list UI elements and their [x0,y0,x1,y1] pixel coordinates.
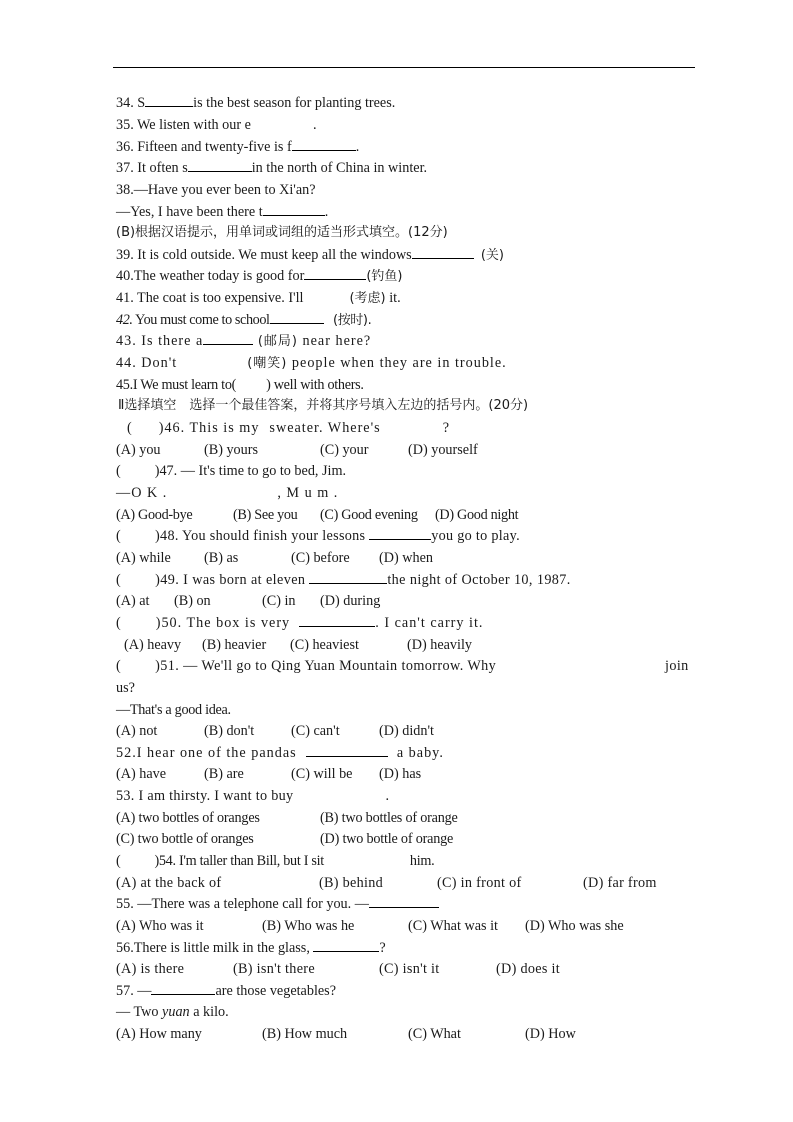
question-40: 40.The weather today is good for (钓鱼) [116,268,403,284]
option-d[interactable]: (D) during [320,593,381,609]
answer-blank[interactable] [299,614,375,627]
question-35: 35. We listen with our e . [116,117,317,133]
option-d[interactable]: (D) does it [496,961,560,977]
option-d[interactable]: (D) heavily [407,637,473,653]
options-50 [124,636,472,654]
option-d[interactable]: (D) two bottle of orange [320,831,454,847]
answer-blank[interactable] [188,159,252,172]
option-a[interactable]: (A) Good-bye [116,507,193,523]
answer-blank[interactable] [412,246,474,259]
option-c[interactable]: (C) your [320,442,369,458]
option-a[interactable]: (A) not [116,723,158,739]
option-b[interactable]: (B) behind [319,875,384,891]
option-d[interactable]: (D) has [379,766,422,782]
options-46 [116,441,478,459]
option-d[interactable]: (D) didn't [379,723,434,739]
question-57: 57. — are those vegetables? [116,983,337,999]
option-d[interactable]: (D) Who was she [525,918,624,934]
option-c[interactable]: (C) in [262,593,296,609]
option-b[interactable]: (B) are [204,766,244,782]
question-51-cont: us? [116,680,135,696]
option-a[interactable]: (A) two bottles of oranges [116,810,260,826]
options-48 [116,549,433,567]
option-c[interactable]: (C) can't [291,723,340,739]
option-a[interactable]: (A) heavy [124,637,182,653]
question-51: ( )51. — We'll go to Qing Yuan Mountain tomorrow. Why [116,658,497,674]
option-c[interactable]: (C) isn't it [379,961,440,977]
option-b[interactable]: (B) on [174,593,211,609]
question-48: ( )48. You should finish your lessons you go to play. [116,528,520,544]
question-41: 41. The coat is too expensive. I'll (考虑) it. [116,290,401,306]
question-46: ( )46. This is my sweater. Where's ? [127,420,450,436]
option-c[interactable]: (C) two bottle of oranges [116,831,254,847]
option-a[interactable]: (A) Who was it [116,918,204,934]
option-c[interactable]: (C) in front of [437,875,522,891]
option-b[interactable]: (B) heavier [202,637,267,653]
question-51-reply: —That's a good idea. [116,702,231,718]
option-a[interactable]: (A) at the back of [116,875,222,891]
question-47: ( )47. — It's time to go to bed, Jim. [116,463,347,479]
option-d[interactable]: (D) How [525,1026,576,1042]
option-b[interactable]: (B) Who was he [262,918,355,934]
option-c[interactable]: (C) before [291,550,350,566]
option-c[interactable]: (C) will be [291,766,353,782]
question-50: ( )50. The box is very . I can't carry it. [116,615,484,631]
option-b[interactable]: (B) as [204,550,239,566]
option-b[interactable]: (B) yours [204,442,258,458]
question-47-reply: —O K . , M u m . [116,485,339,501]
answer-blank[interactable] [304,267,366,280]
option-d[interactable]: (D) far from [583,875,657,891]
answer-blank[interactable] [203,332,253,345]
answer-blank[interactable] [145,94,193,107]
options-53-row1 [116,809,458,827]
option-b[interactable]: (B) See you [233,507,298,523]
options-51 [116,722,434,740]
answer-blank[interactable] [369,527,431,540]
answer-blank[interactable] [306,744,388,757]
question-36: 36. Fifteen and twenty-five is f . [116,139,360,155]
option-c[interactable]: (C) What [408,1026,461,1042]
options-57 [116,1025,576,1043]
option-b[interactable]: (B) isn't there [233,961,315,977]
option-c[interactable]: (C) heaviest [290,637,359,653]
option-b[interactable]: (B) don't [204,723,255,739]
answer-blank[interactable] [270,311,324,324]
options-56 [116,960,560,978]
section-b-heading: (B)根据汉语提示，用单词或词组的适当形式填空。(12分) [116,225,448,240]
question-43: 43. Is there a (邮局) near here? [116,333,372,349]
option-a[interactable]: (A) have [116,766,167,782]
options-55 [116,917,624,935]
answer-blank[interactable] [369,895,439,908]
options-47 [116,506,518,524]
question-44: 44. Don't (嘲笑) people when they are in trouble. [116,355,507,371]
question-56: 56.There is little milk in the glass, ? [116,940,386,956]
question-55: 55. —There was a telephone call for you. — [116,895,439,913]
question-45: 45.I We must learn to( ) well with others. [116,377,364,393]
question-38-reply: —Yes, I have been there t . [116,204,329,220]
option-a[interactable]: (A) How many [116,1026,202,1042]
option-a[interactable]: (A) is there [116,961,185,977]
question-57-reply: — Two yuan a kilo. [116,1004,229,1020]
question-34: 34. S is the best season for planting trees. [116,95,396,111]
answer-blank[interactable] [263,203,325,216]
answer-blank[interactable] [313,939,379,952]
options-53-row2 [116,830,453,848]
question-49: ( )49. I was born at eleven the night of October 10, 1987. [116,572,571,588]
question-42: 42. You must come to school (按时). [116,312,372,328]
options-52 [116,765,421,783]
question-53: 53. I am thirsty. I want to buy . [116,788,390,804]
option-b[interactable]: (B) two bottles of orange [320,810,458,826]
option-d[interactable]: (D) Good night [435,507,519,523]
option-d[interactable]: (D) yourself [408,442,478,458]
answer-blank[interactable] [151,982,215,995]
question-52: 52.I hear one of the pandas a baby. [116,745,444,761]
header-rule [113,67,695,68]
question-51-join: join [665,658,689,674]
options-49 [116,592,380,610]
question-38: 38.—Have you ever been to Xi'an? [116,182,316,198]
options-54 [116,874,657,892]
option-d[interactable]: (D) when [379,550,433,566]
answer-blank[interactable] [309,571,387,584]
question-37: 37. It often s in the north of China in winter. [116,160,428,176]
answer-blank[interactable] [292,138,356,151]
section-ii-heading: Ⅱ选择填空 选择一个最佳答案，并将其序号填入左边的括号内。(20分) [118,398,529,413]
option-a[interactable]: (A) at [116,593,150,609]
question-39: 39. It is cold outside. We must keep all the windows (关) [116,247,504,263]
option-c[interactable]: (C) What was it [408,918,498,934]
option-c[interactable]: (C) Good evening [320,507,418,523]
question-54: ( )54. I'm taller than Bill, but I sit him. [116,853,435,869]
option-a[interactable]: (A) you [116,442,161,458]
option-a[interactable]: (A) while [116,550,171,566]
option-b[interactable]: (B) How much [262,1026,348,1042]
